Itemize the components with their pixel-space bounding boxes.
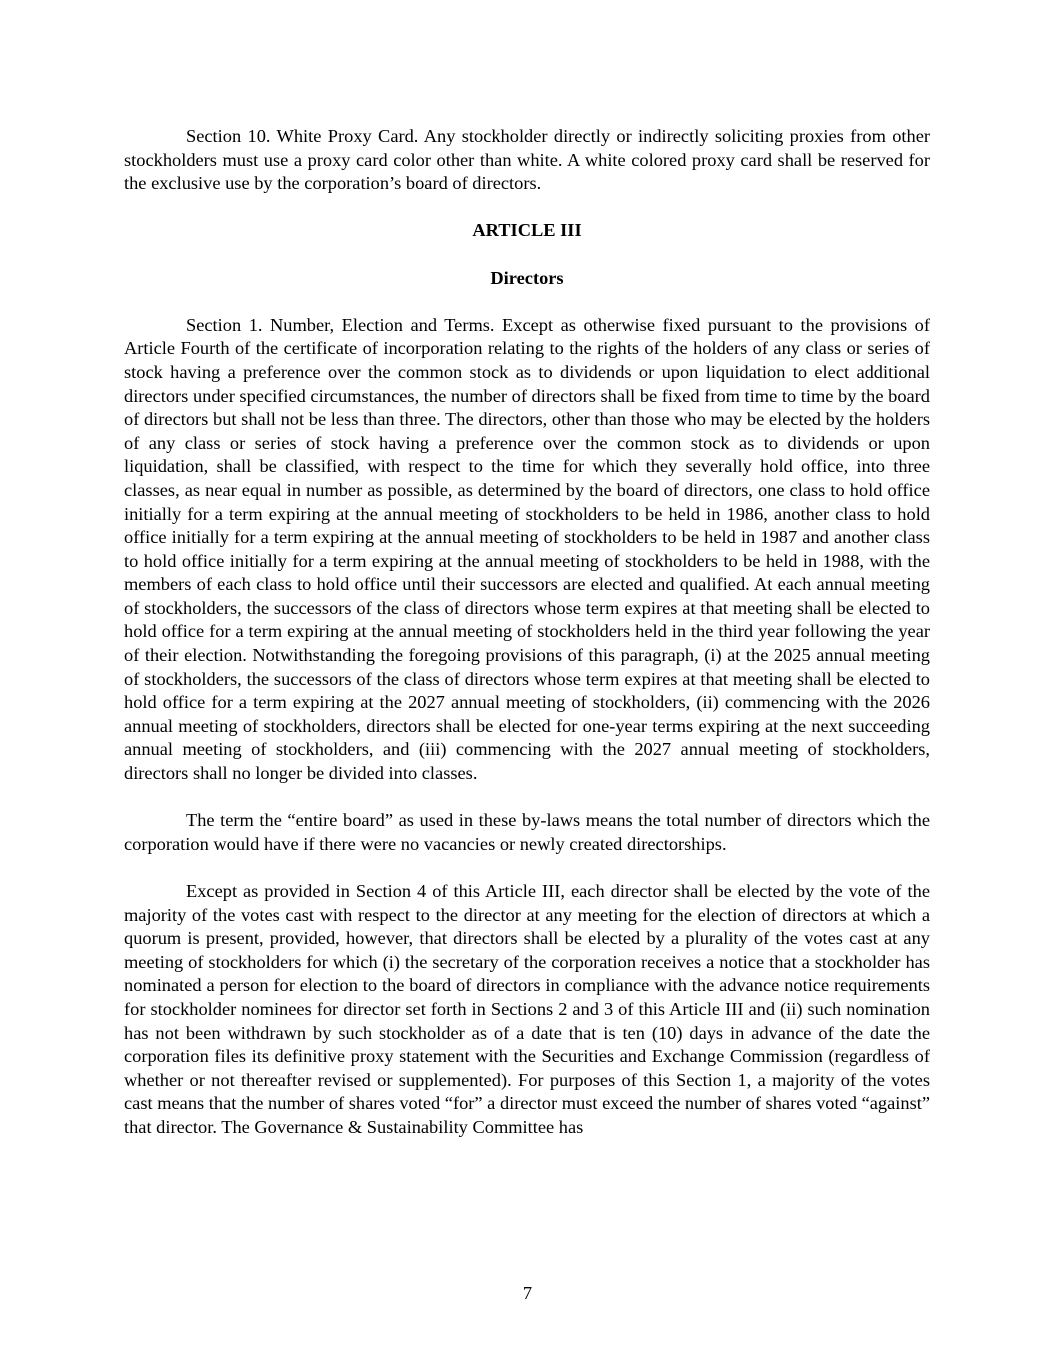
election-vote-paragraph: Except as provided in Section 4 of this Article III, each director shall be elected by the vote of the majority of the votes cast with respect to the director at any meeting for the election of directors at which a quorum is present, provided, however, that directors shall be elected by a plurality of the votes cast at any meeting of stockholders for which (i) the secretary of the corporation receives a notice that a stockholder has nominated a person for election to the board of directors in compliance with the advance notice requirements for stockholder nominees for director set forth in Sections 2 and 3 of this Article III and (ii) such nomination has not been withdrawn by such stockholder as of a date that is ten (10) days in advance of the date the corporation files its definitive proxy statement with the Securities and Exchange Commission (regardless of whether or not thereafter revised or supplemented). For purposes of this Section 1, a majority of the votes cast means that the number of shares voted “for” a director must exceed the number of shares voted “against” that director. The Governance & Sustainability Committee has	[124, 881, 930, 1137]
document-page	[124, 125, 930, 1163]
entire-board-paragraph: The term the “entire board” as used in these by-laws means the total number of directors which the corporation would have if there were no vacancies or newly created directorships.	[124, 810, 930, 854]
section-10-paragraph: Section 10. White Proxy Card. Any stockholder directly or indirectly soliciting proxies from other stockholders must use a proxy card color other than white. A white colored proxy card shall be reserved for the exclusive use by the corporation’s board of directors.	[124, 126, 930, 194]
article-subheading: Directors	[490, 267, 564, 288]
section-1-paragraph: Section 1. Number, Election and Terms. Except as otherwise fixed pursuant to the provisions of Article Fourth of the certificate of incorporation relating to the rights of the holders of any class or series of stock having a preference over the common stock as to dividends or upon liquidation to elect additional directors under specified circumstances, the number of directors shall be fixed from time to time by the board of directors but shall not be less than three. The directors, other than those who may be elected by the holders of any class or series of stock having a preference over the common stock as to dividends or upon liquidation, shall be classified, with respect to the time for which they severally hold office, into three classes, as near equal in number as possible, as determined by the board of directors, one class to hold office initially for a term expiring at the annual meeting of stockholders to be held in 1986, another class to hold office initially for a term expiring at the annual meeting of stockholders to be held in 1987 and another class to hold office initially for a term expiring at the annual meeting of stockholders to be held in 1988, with the members of each class to hold office until their successors are elected and qualified. At each annual meeting of stockholders, the successors of the class of directors whose term expires at that meeting shall be elected to hold office for a term expiring at the annual meeting of stockholders held in the third year following the year of their election. Notwithstanding the foregoing provisions of this paragraph, (i) at the 2025 annual meeting of stockholders, the successors of the class of directors whose term expires at that meeting shall be elected to hold office for a term expiring at the 2027 annual meeting of stockholders, (ii) commencing with the 2026 annual meeting of stockholders, directors shall be elected for one-year terms expiring at the next succeeding annual meeting of stockholders, and (iii) commencing with the 2027 annual meeting of stockholders, directors shall no longer be divided into classes.	[124, 314, 930, 784]
page-number: 7	[522, 1283, 533, 1303]
article-heading: ARTICLE III	[472, 220, 582, 241]
